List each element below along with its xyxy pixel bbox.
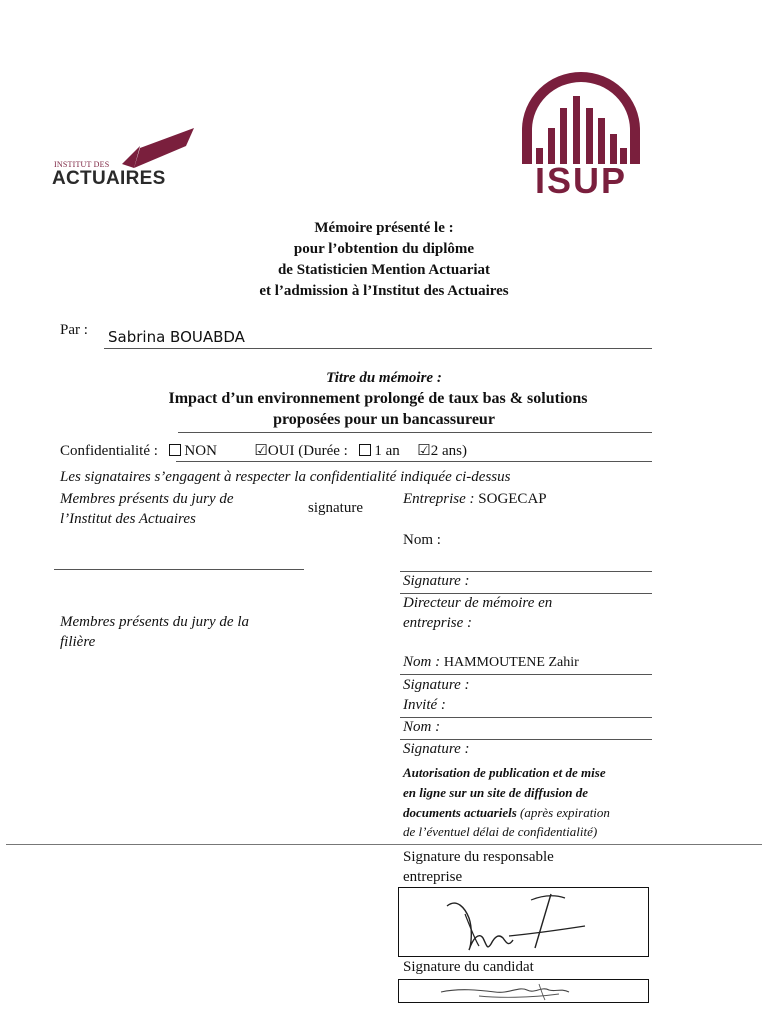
- isup-logo: [518, 68, 644, 200]
- invite-label: Invité :: [403, 697, 446, 713]
- jury-signature-label: signature: [308, 500, 363, 516]
- non-label: NON: [184, 443, 217, 459]
- autorisation-line-2: en ligne sur un site de diffusion de: [403, 785, 589, 800]
- author-name: Sabrina BOUABDA: [108, 328, 245, 346]
- invite-nom-underline: [400, 739, 652, 740]
- actuaires-logo-text: ACTUAIRES: [52, 168, 166, 189]
- non-checkbox[interactable]: [169, 444, 181, 456]
- invite-nom-label: Nom :: [403, 719, 441, 735]
- autorisation-line-3: [403, 805, 610, 821]
- entreprise-label: Entreprise :: [403, 491, 475, 507]
- title-label: Titre du mémoire :: [326, 370, 442, 386]
- section-divider: [6, 844, 762, 845]
- header-line-1: Mémoire présenté le :: [314, 220, 454, 236]
- nom-underline: [400, 571, 652, 572]
- sig-responsable-line-2: entreprise: [403, 869, 463, 885]
- one-year-checkbox[interactable]: [359, 444, 371, 456]
- autorisation-line-4: de l’éventuel délai de confidentialité): [403, 824, 598, 839]
- isup-logo-arch: [518, 68, 644, 168]
- header-line-2: pour l’obtention du diplôme: [293, 241, 475, 257]
- confidentiality-underline: [176, 461, 652, 462]
- jury-filiere-line-1: Membres présents du jury de la: [60, 614, 249, 630]
- signature-box-candidat[interactable]: [398, 979, 649, 1003]
- header-line-4: et l’admission à l’Institut des Actuaires: [259, 283, 509, 299]
- invite-signature-label: Signature :: [403, 741, 470, 757]
- oui-label: OUI (Durée :: [267, 443, 348, 459]
- autorisation-line-1: Autorisation de publication et de mise: [403, 765, 606, 780]
- one-year-label: 1 an: [374, 443, 400, 459]
- confidentiality-label: Confidentialité :: [60, 443, 158, 459]
- directeur-signature-label: Signature :: [403, 677, 470, 693]
- entreprise-row: [403, 491, 547, 508]
- directeur-line-2: entreprise :: [403, 615, 473, 631]
- nom-label: Nom :: [403, 532, 441, 548]
- invite-underline: [400, 717, 652, 718]
- header-line-3: de Statisticien Mention Actuariat: [277, 262, 491, 278]
- sig-responsable-line-1: Signature du responsable: [403, 849, 554, 865]
- jury-institut-line-2: l’Institut des Actuaires: [60, 511, 196, 527]
- confidentiality-note: Les signataires s’engagent à respecter la confidentialité indiquée ci-dessus: [60, 469, 511, 485]
- actuaires-logo-small: INSTITUT DES: [54, 160, 110, 169]
- signature-box-responsable[interactable]: [398, 887, 649, 957]
- signature-underline: [400, 593, 652, 594]
- autorisation-line-3b: (après expiration: [520, 805, 610, 820]
- autorisation-line-3a: documents actuariels: [403, 805, 517, 820]
- title-line-1: Impact d’un environnement prolongé de taux bas & solutions: [168, 390, 588, 407]
- two-years-checkbox[interactable]: ☑: [417, 443, 431, 459]
- directeur-line-1: Directeur de mémoire en: [403, 595, 553, 611]
- author-underline: [104, 348, 652, 349]
- title-underline: [178, 432, 652, 433]
- jury-institut-line-1: Membres présents du jury de: [60, 491, 234, 507]
- sig-candidat-label: Signature du candidat: [403, 959, 534, 975]
- two-years-label: 2 ans): [430, 443, 467, 459]
- isup-logo-text: ISUP: [534, 160, 628, 201]
- author-label: Par :: [60, 322, 88, 338]
- directeur-nom-label: Nom :: [403, 654, 441, 670]
- entreprise-value: SOGECAP: [478, 491, 547, 507]
- directeur-nom-value: HAMMOUTENE Zahir: [443, 655, 579, 670]
- directeur-nom-underline: [400, 674, 652, 675]
- jury-filiere-line-2: filière: [60, 634, 96, 650]
- title-line-2: proposées pour un bancassureur: [273, 411, 495, 428]
- directeur-nom-row: [403, 654, 579, 671]
- signature-label: Signature :: [403, 573, 470, 589]
- actuaires-logo: [52, 124, 202, 190]
- signature-candidat-scribble: [399, 980, 648, 1002]
- signature-responsable-scribble: [399, 888, 648, 956]
- oui-checkbox[interactable]: ☑: [254, 443, 268, 459]
- jury-institut-line: [54, 569, 304, 570]
- confidentiality-row: [60, 441, 467, 460]
